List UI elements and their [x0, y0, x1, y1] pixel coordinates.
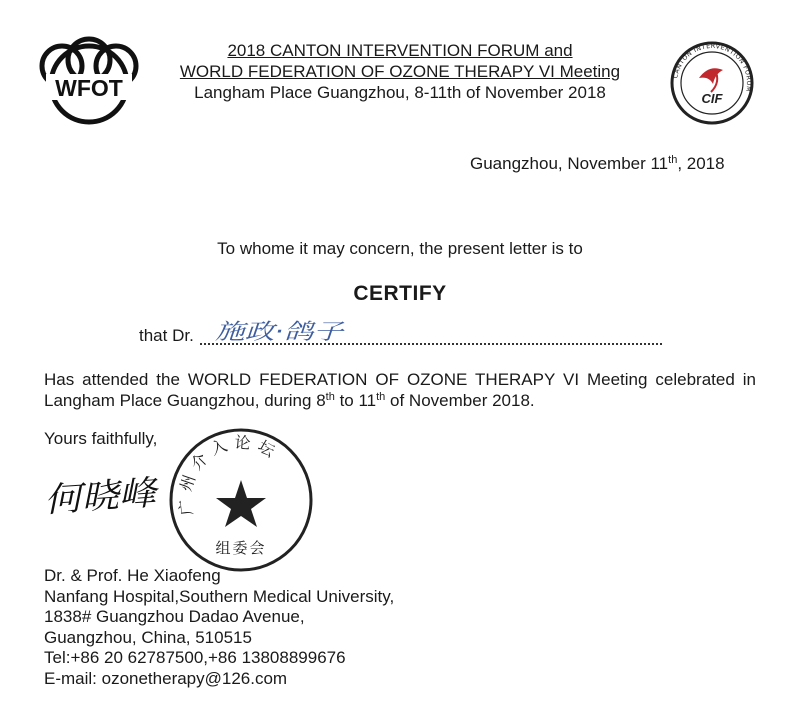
header-line-3: Langham Place Guangzhou, 8-11th of November 2018 — [194, 83, 606, 102]
official-seal — [166, 425, 316, 575]
concern-line: To whome it may concern, the present letter is to — [217, 239, 583, 258]
seal-bottom-text: 组委会 — [215, 539, 267, 557]
signature — [40, 466, 160, 522]
cif-logo — [669, 40, 755, 126]
header-line-1: 2018 CANTON INTERVENTION FORUM and — [227, 41, 573, 60]
svg-text:CANTON INTERVENTION FORUM — [672, 43, 752, 93]
wfot-logo — [34, 34, 144, 126]
certify-heading: CERTIFY — [353, 282, 447, 305]
cif-logo-text: CIF — [701, 91, 723, 106]
handwritten-name — [213, 312, 353, 348]
sender-org: Nanfang Hospital,Southern Medical University, — [44, 586, 395, 606]
sender-tel: Tel:+86 20 62787500,+86 13808899676 — [44, 648, 346, 667]
sender-email: E-mail: ozonetherapy@126.com — [44, 668, 288, 688]
svg-text:施政·鸽子: 施政·鸽子 — [215, 320, 346, 345]
attendance-paragraph: Has attended the WORLD FEDERATION OF OZONE THERAPY VI Meeting celebrated in Langham Place Guangzhou, during 8th to 11th of November 2018. — [44, 370, 756, 410]
sender-address: 1838# Guangzhou Dadao Avenue, — [44, 607, 305, 626]
seal-star-icon — [216, 480, 266, 527]
cif-ring-text: CANTON INTERVENTION FORUM — [672, 42, 753, 93]
sender-city: Guangzhou, China, 510515 — [44, 627, 252, 647]
header — [150, 40, 650, 103]
letter-date: Guangzhou, November 11th, 2018 — [470, 154, 725, 173]
seal-ring-text: 广州介入论坛 — [175, 432, 284, 517]
wfot-logo-text: WFOT — [55, 75, 123, 101]
svg-text:何晓峰: 何晓峰 — [42, 473, 148, 521]
that-dr-label: that Dr. — [139, 326, 194, 345]
sender-name: Dr. & Prof. He Xiaofeng — [44, 566, 221, 585]
closing-line: Yours faithfully, — [44, 429, 158, 448]
header-line-2: WORLD FEDERATION OF OZONE THERAPY VI Meeting — [179, 62, 621, 81]
sender-block — [44, 566, 394, 689]
